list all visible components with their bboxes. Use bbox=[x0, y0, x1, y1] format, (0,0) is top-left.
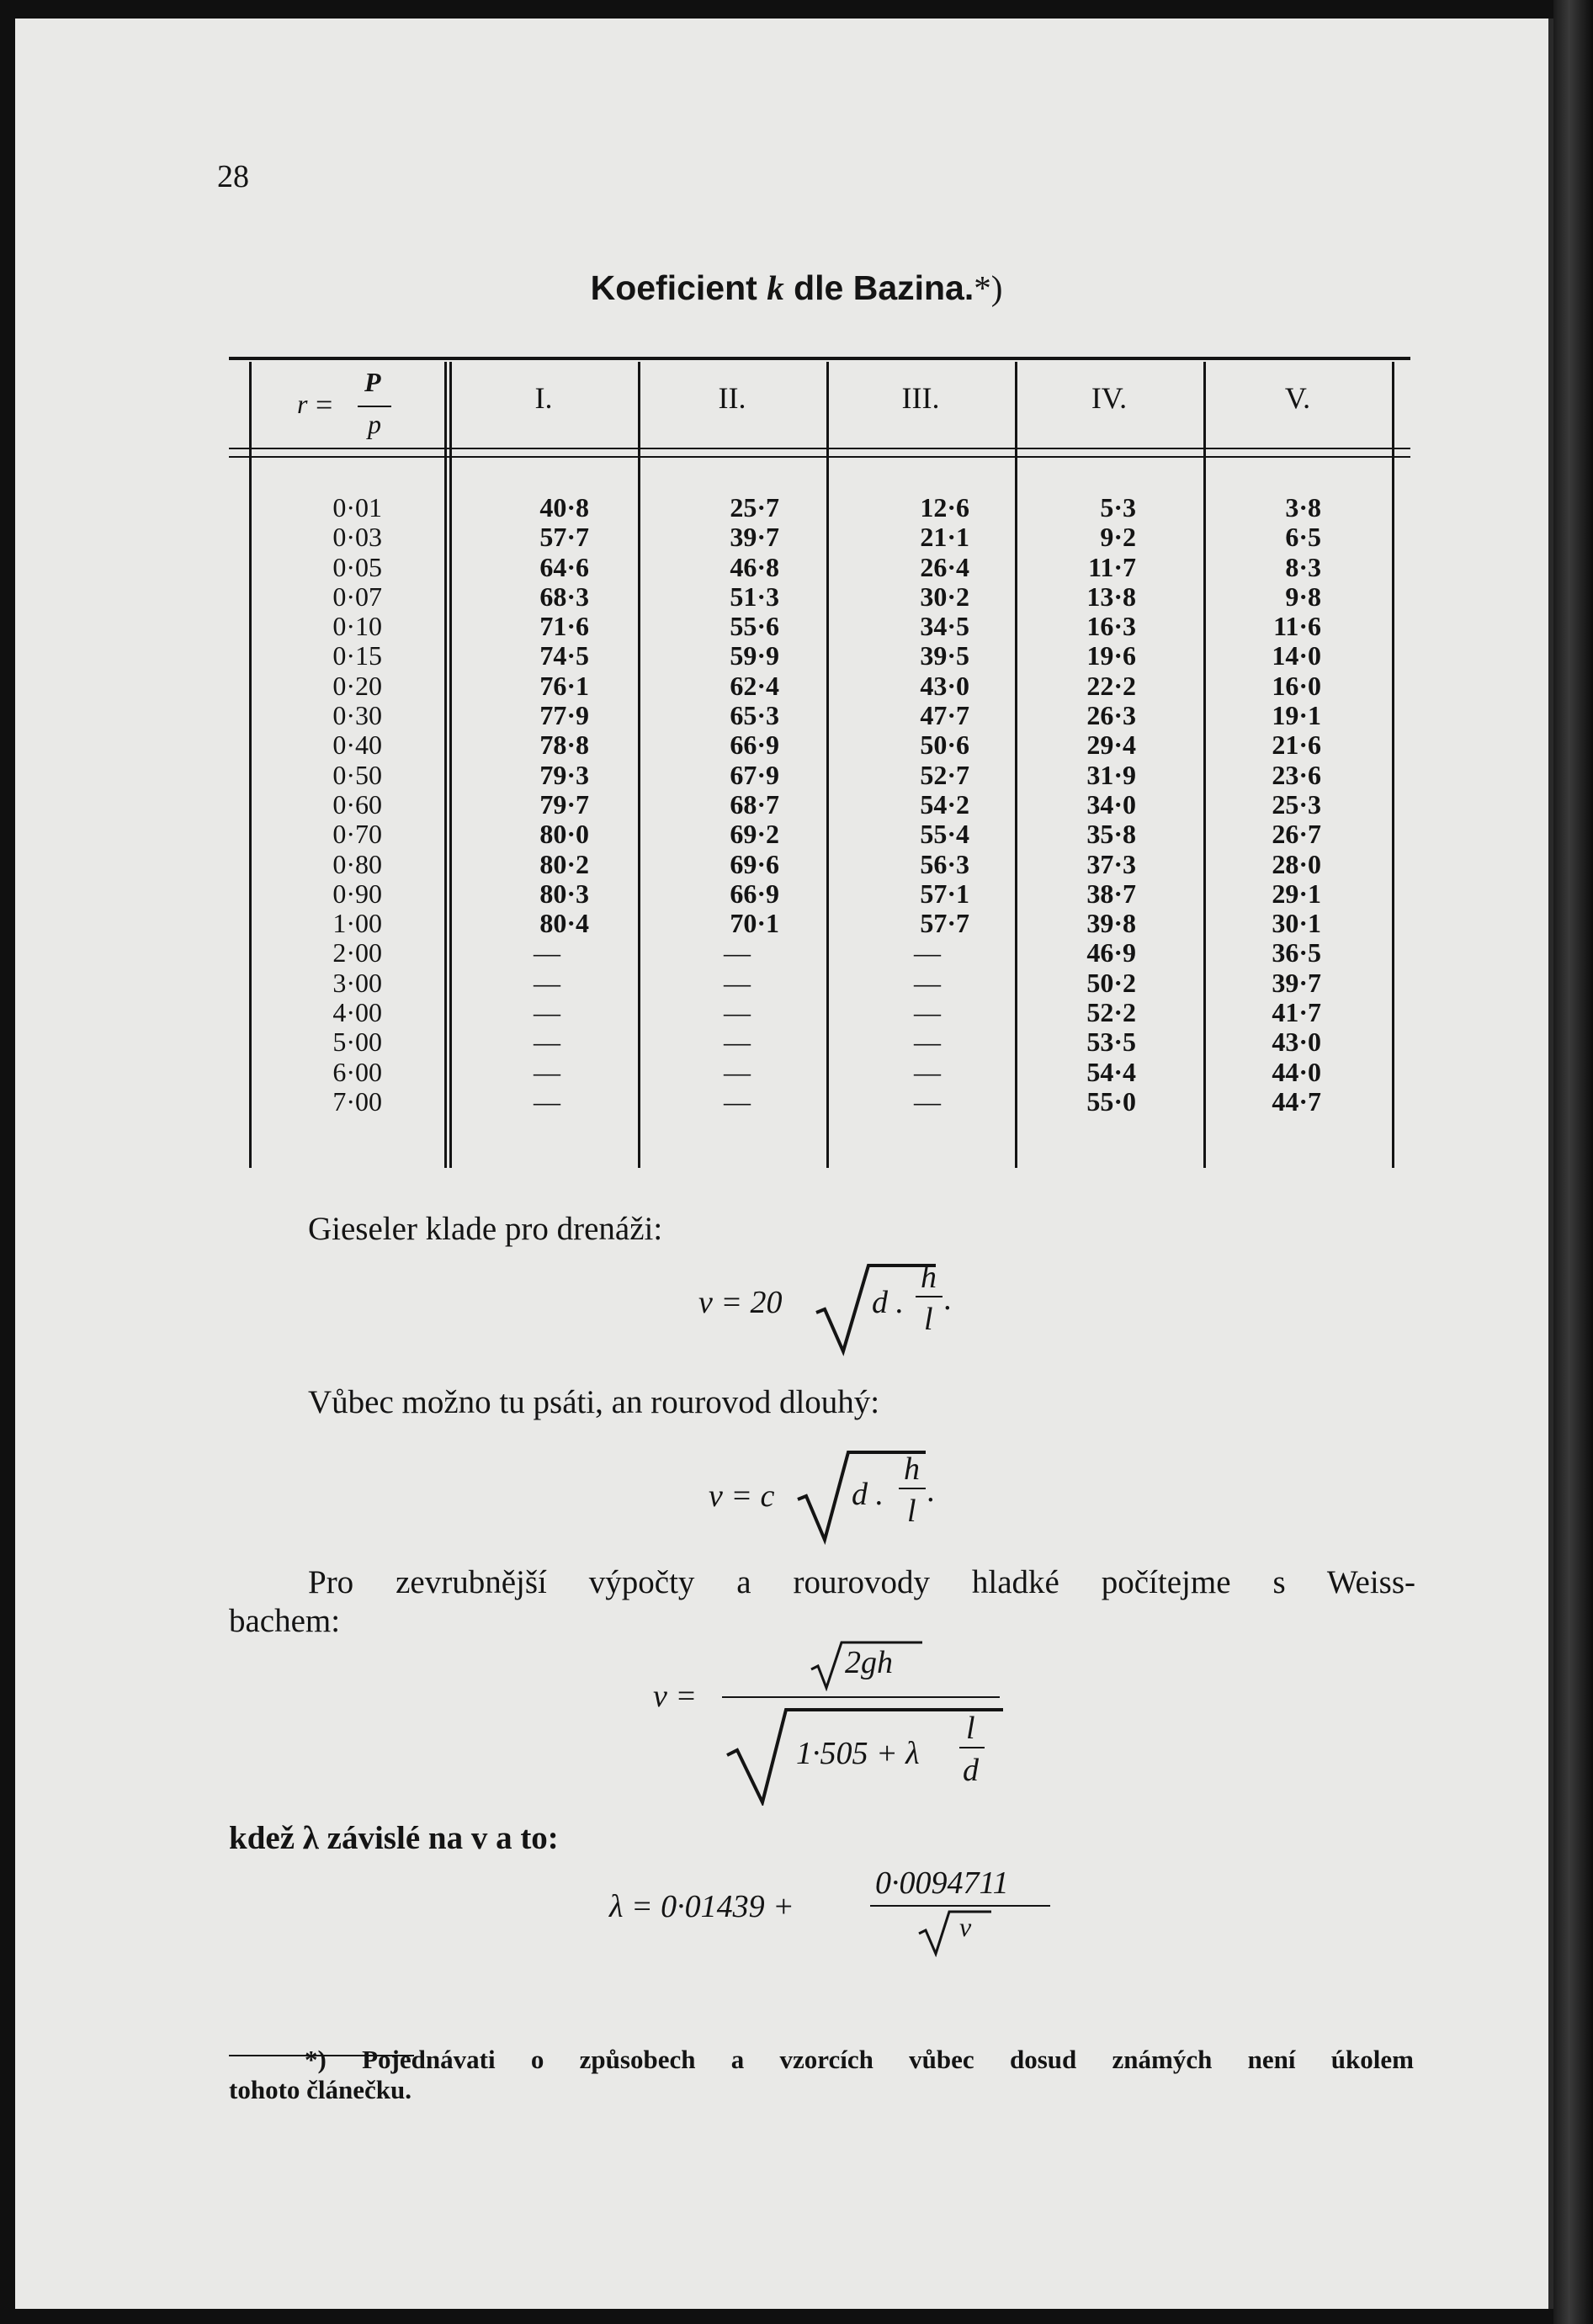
r-value-cell: 0·60 bbox=[332, 788, 382, 820]
table-cell: 71·6 bbox=[539, 611, 589, 642]
table-cell: 9·2 bbox=[1100, 522, 1136, 553]
table-cell: 39·5 bbox=[920, 640, 969, 671]
table-cell: 39·7 bbox=[1272, 967, 1321, 998]
r-value-cell: 2·00 bbox=[332, 937, 382, 968]
table-cell: 80·2 bbox=[539, 848, 589, 879]
title-note-mark: *) bbox=[974, 268, 1003, 307]
table-cell: 19·1 bbox=[1272, 700, 1321, 731]
r-value-cell: 3·00 bbox=[332, 967, 382, 998]
page-number: 28 bbox=[217, 159, 249, 194]
table-cell: 13·8 bbox=[1086, 581, 1136, 612]
title-symbol: k bbox=[767, 268, 784, 307]
table-cell: — bbox=[724, 997, 751, 1028]
table-col-divider bbox=[1203, 362, 1206, 1168]
table-cell: 57·1 bbox=[920, 878, 969, 909]
table-cell: 41·7 bbox=[1272, 997, 1321, 1028]
row-header-eq: = bbox=[316, 388, 333, 422]
paragraph: kdež λ závislé na v a to: bbox=[229, 1820, 559, 1856]
table-cell: 21·6 bbox=[1272, 730, 1321, 761]
table-col-divider bbox=[444, 362, 447, 1168]
table-cell: 64·6 bbox=[539, 551, 589, 582]
r-value-cell: 4·00 bbox=[332, 997, 382, 1028]
table-cell: — bbox=[914, 967, 941, 998]
table-cell: 52·2 bbox=[1086, 997, 1136, 1028]
table-cell: 3·8 bbox=[1285, 492, 1321, 523]
book-spine bbox=[1553, 0, 1593, 2324]
table-cell: — bbox=[534, 967, 560, 998]
table-cell: 43·0 bbox=[1272, 1027, 1321, 1058]
r-value-cell: 0·03 bbox=[332, 522, 382, 553]
table-cell: 59·9 bbox=[730, 640, 779, 671]
table-col-divider bbox=[638, 362, 640, 1168]
fraction-bar bbox=[959, 1747, 985, 1748]
table-cell: 46·9 bbox=[1086, 937, 1136, 968]
table-cell: 14·0 bbox=[1272, 640, 1321, 671]
table-cell: — bbox=[534, 1027, 560, 1058]
fraction-bar bbox=[916, 1296, 943, 1297]
title-prefix: Koeficient bbox=[590, 268, 767, 307]
table-cell: 55·4 bbox=[920, 819, 969, 850]
r-value-cell: 0·30 bbox=[332, 700, 382, 731]
table-cell: 36·5 bbox=[1272, 937, 1321, 968]
table-cell: 25·3 bbox=[1272, 788, 1321, 820]
table-cell: 54·2 bbox=[920, 788, 969, 820]
paragraph: Gieseler klade pro drenáži: bbox=[308, 1211, 663, 1247]
sqrt-sign bbox=[916, 1910, 995, 1957]
table-cell: — bbox=[914, 1027, 941, 1058]
r-value-cell: 5·00 bbox=[332, 1027, 382, 1058]
formula-inner-numerator: l bbox=[966, 1711, 975, 1746]
table-cell: 62·4 bbox=[730, 670, 779, 701]
table-col-divider bbox=[826, 362, 829, 1168]
table-cell: — bbox=[914, 1056, 941, 1087]
paragraph: Vůbec možno tu psáti, an rourovod dlouhý: bbox=[308, 1384, 880, 1420]
column-header: III. bbox=[901, 381, 940, 415]
table-cell: 79·7 bbox=[539, 788, 589, 820]
r-value-cell: 6·00 bbox=[332, 1056, 382, 1087]
table-cell: 11·6 bbox=[1273, 611, 1321, 642]
formula-numerator: 0·0094711 bbox=[875, 1865, 1009, 1901]
fraction-bar bbox=[870, 1905, 1050, 1907]
table-header-rule-2 bbox=[229, 456, 1410, 458]
table-cell: — bbox=[724, 937, 751, 968]
table-cell: 69·6 bbox=[730, 848, 779, 879]
table-cell: 31·9 bbox=[1086, 759, 1136, 790]
table-cell: 21·1 bbox=[920, 522, 969, 553]
table-cell: 40·8 bbox=[539, 492, 589, 523]
fraction-bar bbox=[899, 1488, 926, 1489]
table-cell: 78·8 bbox=[539, 730, 589, 761]
r-value-cell: 0·50 bbox=[332, 759, 382, 790]
table-cell: — bbox=[724, 1056, 751, 1087]
table-cell: 80·4 bbox=[539, 908, 589, 939]
table-cell: 68·3 bbox=[539, 581, 589, 612]
table-cell: 35·8 bbox=[1086, 819, 1136, 850]
table-cell: 8·3 bbox=[1285, 551, 1321, 582]
table-cell: 30·1 bbox=[1272, 908, 1321, 939]
table-cell: 44·7 bbox=[1272, 1085, 1321, 1117]
r-value-cell: 0·07 bbox=[332, 581, 382, 612]
column-I bbox=[505, 493, 589, 1117]
table-cell: 50·6 bbox=[920, 730, 969, 761]
column-r-values bbox=[311, 493, 382, 1117]
table-cell: 30·2 bbox=[920, 581, 969, 612]
table-cell: 52·7 bbox=[920, 759, 969, 790]
table-cell: 25·7 bbox=[730, 492, 779, 523]
table-cell: — bbox=[724, 1085, 751, 1117]
table-cell: 34·5 bbox=[920, 611, 969, 642]
table-cell: 67·9 bbox=[730, 759, 779, 790]
formula-numerator: h bbox=[921, 1260, 937, 1295]
r-value-cell: 0·90 bbox=[332, 878, 382, 909]
row-header-lhs: r bbox=[297, 389, 308, 419]
column-header: IV. bbox=[1091, 381, 1128, 415]
table-cell: — bbox=[534, 1085, 560, 1117]
footnote-line: tohoto článečku. bbox=[229, 2075, 412, 2104]
r-value-cell: 0·70 bbox=[332, 819, 382, 850]
paragraph bbox=[308, 1563, 1415, 1601]
formula-radicand: d . bbox=[852, 1477, 884, 1512]
formula-tail: . bbox=[927, 1473, 936, 1509]
r-value-cell: 7·00 bbox=[332, 1085, 382, 1117]
column-V bbox=[1237, 493, 1321, 1117]
table-cell: 38·7 bbox=[1086, 878, 1136, 909]
table-header-rule bbox=[229, 448, 1410, 449]
formula-denominator: l bbox=[924, 1302, 933, 1337]
paragraph-line: Pro zevrubnější výpočty a rourovody hladké počítejme s Weiss- bbox=[308, 1564, 1415, 1600]
table-col-divider bbox=[1015, 362, 1017, 1168]
page bbox=[15, 19, 1553, 2309]
formula-denominator: 1·505 + λ bbox=[796, 1736, 920, 1771]
table-cell: 56·3 bbox=[920, 848, 969, 879]
column-header: II. bbox=[718, 381, 746, 415]
formula-numerator: h bbox=[904, 1451, 920, 1487]
r-value-cell: 0·10 bbox=[332, 611, 382, 642]
r-value-cell: 0·15 bbox=[332, 640, 382, 671]
column-header: V. bbox=[1284, 381, 1311, 415]
table-right-border bbox=[1392, 362, 1394, 1168]
column-IV bbox=[1052, 493, 1136, 1117]
table-cell: 9·8 bbox=[1285, 581, 1321, 612]
formula-tail: . bbox=[944, 1281, 953, 1317]
table-cell: 16·0 bbox=[1272, 670, 1321, 701]
formula-lhs: v = c bbox=[709, 1478, 775, 1514]
table-cell: 29·1 bbox=[1272, 878, 1321, 909]
table-cell: — bbox=[914, 937, 941, 968]
formula-numerator: 2gh bbox=[845, 1645, 893, 1680]
table-cell: 6·5 bbox=[1285, 522, 1321, 553]
table-cell: 43·0 bbox=[920, 670, 969, 701]
table-cell: 57·7 bbox=[920, 908, 969, 939]
table-cell: 26·4 bbox=[920, 551, 969, 582]
page-title bbox=[0, 268, 1593, 308]
formula-denominator: v bbox=[959, 1912, 972, 1942]
table-col-divider bbox=[449, 362, 452, 1168]
table-cell: 53·5 bbox=[1086, 1027, 1136, 1058]
column-II bbox=[695, 493, 779, 1117]
table-cell: 68·7 bbox=[730, 788, 779, 820]
row-header bbox=[290, 367, 400, 443]
table-cell: 26·7 bbox=[1272, 819, 1321, 850]
table-left-border bbox=[249, 362, 252, 1168]
table-cell: 12·6 bbox=[920, 492, 969, 523]
table-cell: 66·9 bbox=[730, 730, 779, 761]
table-cell: 39·7 bbox=[730, 522, 779, 553]
table-cell: 34·0 bbox=[1086, 788, 1136, 820]
table-cell: 57·7 bbox=[539, 522, 589, 553]
paragraph-line: bachem: bbox=[229, 1603, 341, 1639]
table-cell: — bbox=[724, 967, 751, 998]
table-cell: — bbox=[724, 1027, 751, 1058]
table-cell: 55·0 bbox=[1086, 1085, 1136, 1117]
table-cell: 37·3 bbox=[1086, 848, 1136, 879]
table-cell: 26·3 bbox=[1086, 700, 1136, 731]
formula-lhs: v = bbox=[653, 1679, 698, 1714]
table-cell: — bbox=[534, 997, 560, 1028]
table-cell: 19·6 bbox=[1086, 640, 1136, 671]
table-cell: 16·3 bbox=[1086, 611, 1136, 642]
column-III bbox=[885, 493, 969, 1117]
table-cell: 46·8 bbox=[730, 551, 779, 582]
table-cell: 11·7 bbox=[1088, 551, 1136, 582]
r-value-cell: 0·80 bbox=[332, 848, 382, 879]
r-value-cell: 0·20 bbox=[332, 670, 382, 701]
table-cell: — bbox=[914, 997, 941, 1028]
table-cell: 29·4 bbox=[1086, 730, 1136, 761]
table-cell: 39·8 bbox=[1086, 908, 1136, 939]
table-cell: 23·6 bbox=[1272, 759, 1321, 790]
table-cell: 22·2 bbox=[1086, 670, 1136, 701]
footnote-line: *) Pojednávati o způsobech a vzorcích vůbec dosud známých není úkolem bbox=[305, 2045, 1414, 2074]
r-value-cell: 0·05 bbox=[332, 551, 382, 582]
formula-lhs: λ = 0·01439 + bbox=[609, 1889, 794, 1924]
main-fraction-bar bbox=[722, 1696, 1000, 1698]
table-cell: 65·3 bbox=[730, 700, 779, 731]
r-value-cell: 1·00 bbox=[332, 908, 382, 939]
formula-lhs: v = 20 bbox=[698, 1285, 783, 1320]
row-header-numerator: P bbox=[364, 367, 381, 397]
table-cell: — bbox=[534, 1056, 560, 1087]
title-suffix: dle Bazina. bbox=[783, 268, 974, 307]
table-cell: — bbox=[534, 937, 560, 968]
table-top-rule bbox=[229, 357, 1410, 360]
row-header-denominator: p bbox=[368, 409, 381, 439]
formula-denominator: l bbox=[907, 1494, 916, 1529]
table-cell: 28·0 bbox=[1272, 848, 1321, 879]
table-cell: 50·2 bbox=[1086, 967, 1136, 998]
table-cell: 54·4 bbox=[1086, 1056, 1136, 1087]
formula-radicand: d . bbox=[872, 1285, 904, 1320]
table-cell: 76·1 bbox=[539, 670, 589, 701]
table-cell: 55·6 bbox=[730, 611, 779, 642]
table-cell: 47·7 bbox=[920, 700, 969, 731]
table-cell: 77·9 bbox=[539, 700, 589, 731]
r-value-cell: 0·01 bbox=[332, 492, 382, 523]
formula-inner-denominator: d bbox=[963, 1753, 979, 1788]
table-cell: 79·3 bbox=[539, 759, 589, 790]
table-cell: 80·3 bbox=[539, 878, 589, 909]
table-cell: 5·3 bbox=[1100, 492, 1136, 523]
table-cell: 44·0 bbox=[1272, 1056, 1321, 1087]
table-cell: 70·1 bbox=[730, 908, 779, 939]
row-header-fraction-bar bbox=[358, 406, 391, 407]
table-cell: 66·9 bbox=[730, 878, 779, 909]
table-cell: 74·5 bbox=[539, 640, 589, 671]
table-cell: 69·2 bbox=[730, 819, 779, 850]
table-cell: 51·3 bbox=[730, 581, 779, 612]
table-cell: — bbox=[914, 1085, 941, 1117]
table-cell: 80·0 bbox=[539, 819, 589, 850]
column-header: I. bbox=[534, 381, 553, 415]
r-value-cell: 0·40 bbox=[332, 730, 382, 761]
